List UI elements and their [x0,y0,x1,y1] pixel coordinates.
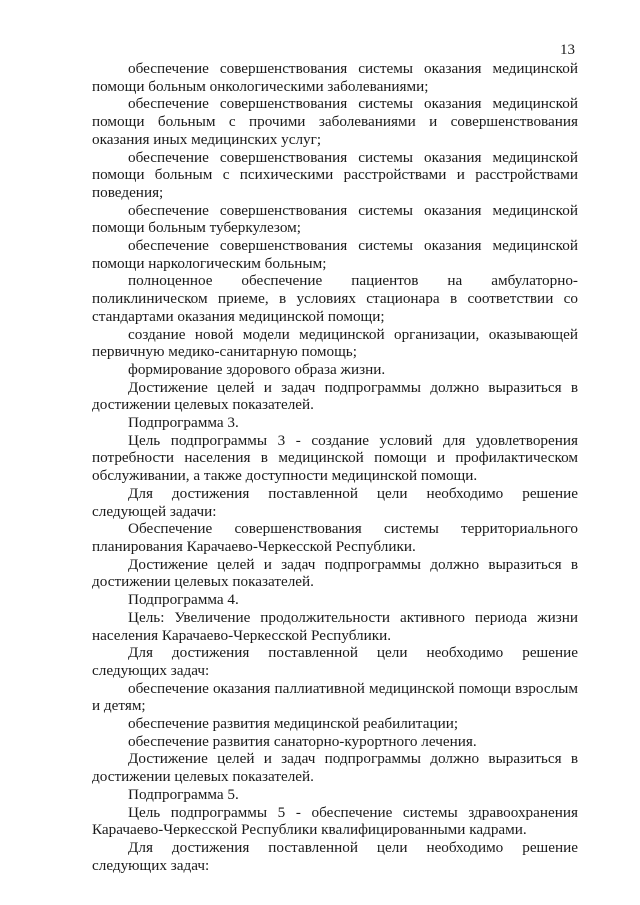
section-heading: Подпрограмма 4. [128,591,239,609]
section-heading: Подпрограмма 5. [128,785,239,803]
paragraph: обеспечение развития санаторно-курортного лечения. [128,732,477,750]
paragraph: Для достижения поставленной цели необходимо решение следующих задач: [92,644,578,679]
paragraph: Цель подпрограммы 5 - обеспечение системы здравоохранения Карачаево-Черкесской Республики квалифицированными кадрами. [92,803,578,839]
paragraph: обеспечение совершенствования системы оказания медицинской помощи наркологическим больным; [92,237,578,272]
paragraph: обеспечение оказания паллиативной медицинской помощи взрослым и детям; [92,679,578,715]
paragraph: обеспечение развития медицинской реабилитации; [128,715,459,733]
paragraph: формирование здорового образа жизни. [128,360,386,378]
paragraph: Достижение целей и задач подпрограммы должно выразиться в достижении целевых показателей. [92,378,578,414]
paragraph: обеспечение совершенствования системы оказания медицинской помощи больным онкологическими заболеваниями; [92,60,578,95]
paragraph: обеспечение совершенствования системы оказания медицинской помощи больным с прочими заболеваниями и совершенствования оказания иных медицинских услуг; [92,95,578,148]
paragraph: Для достижения поставленной цели необходимо решение следующих задач: [92,838,578,874]
paragraph: Обеспечение совершенствования системы территориального планирования Карачаево-Черкесской Республики. [92,520,578,555]
paragraph: полноценное обеспечение пациентов на амбулаторно-поликлиническом приеме, в условиях стационара в соответствии со стандартами оказания медицинской помощи; [92,272,578,325]
paragraph: Цель: Увеличение продолжительности активного периода жизни населения Карачаево-Черкесской Республики. [92,608,578,644]
paragraph: Для достижения поставленной цели необходимо решение следующей задачи: [92,484,578,520]
document-body [92,60,578,874]
paragraph: Достижение целей и задач подпрограммы должно выразиться в достижении целевых показателей. [92,555,578,591]
paragraph: Цель подпрограммы 3 - создание условий для удовлетворения потребности населения в медицинской помощи и профилактическом обслуживании, а также доступности медицинской помощи. [92,431,578,485]
paragraph: создание новой модели медицинской организации, оказывающей первичную медико-санитарную помощь; [92,325,578,361]
page-number: 13 [560,42,575,58]
paragraph: Достижение целей и задач подпрограммы должно выразиться в достижении целевых показателей. [92,750,578,786]
paragraph: обеспечение совершенствования системы оказания медицинской помощи больным с психическими расстройствами и расстройствами поведения; [92,148,578,201]
section-heading: Подпрограмма 3. [128,414,239,432]
paragraph: обеспечение совершенствования системы оказания медицинской помощи больным туберкулезом; [92,201,578,237]
